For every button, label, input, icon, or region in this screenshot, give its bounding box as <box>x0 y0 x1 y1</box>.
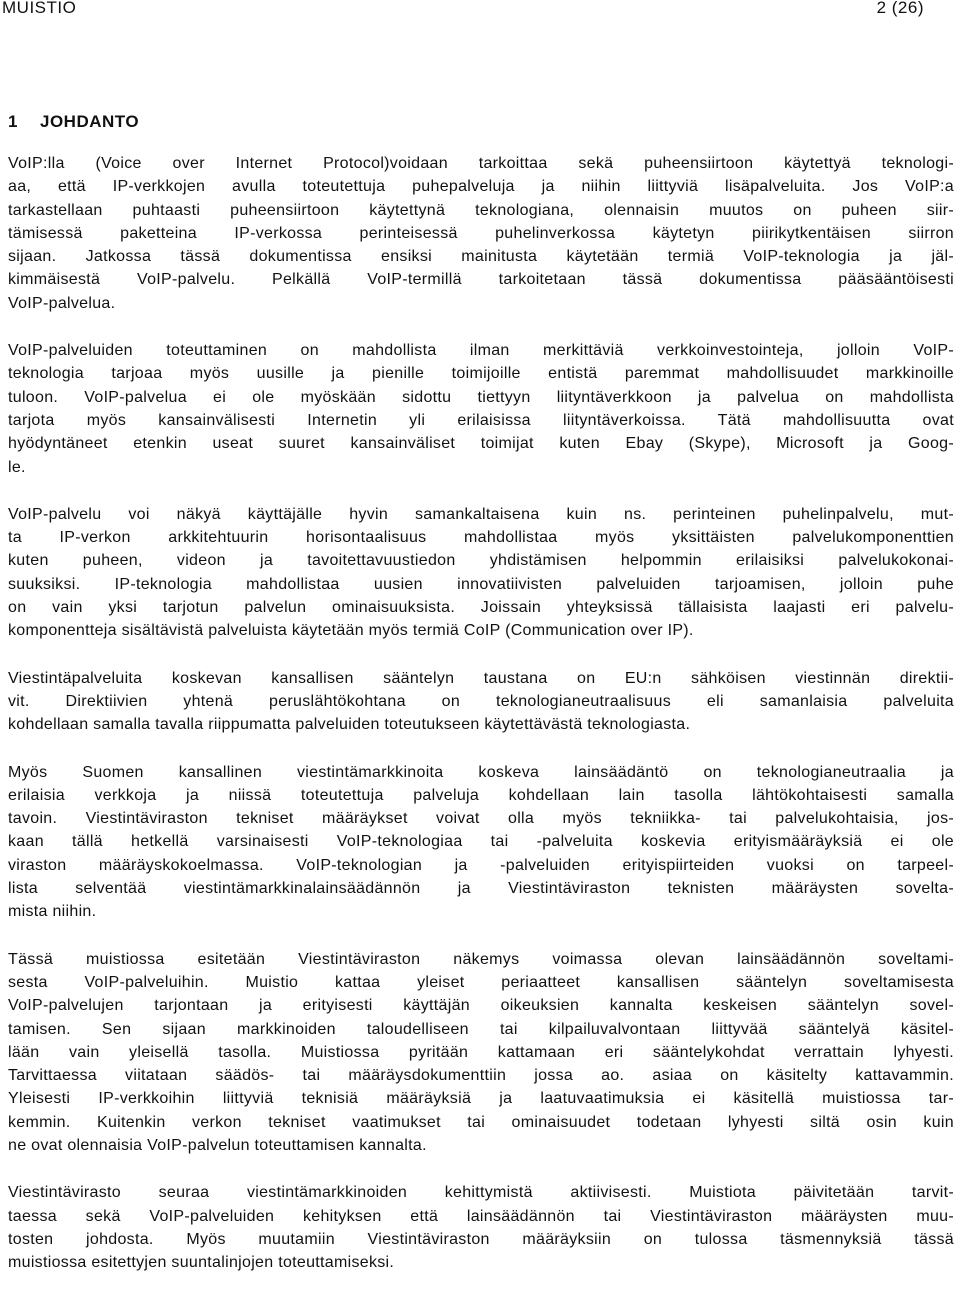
paragraph-line: lään vain yleisellä tasolla. Muistiossa pyritään kattamaan eri sääntelykohdat verrattain lyhyesti. <box>8 1043 954 1061</box>
paragraph-line: Viestintäpalveluita koskevan kansallisen sääntelyn taustana on EU:n sähköisen viestinnän direktii- <box>8 669 954 687</box>
paragraph-line: lista selventää viestintämarkkinalainsäädännön ja Viestintäviraston teknisten määräysten sovelta- <box>8 880 954 898</box>
paragraph-line: sesta VoIP-palveluihin. Muistio kattaa yleiset periaatteet kansallisen sääntelyn soveltamisesta <box>8 973 954 991</box>
paragraph-line: VoIP:lla (Voice over Internet Protocol)voidaan tarkoittaa sekä puheensiirtoon käytettyä teknologi- <box>8 155 954 172</box>
section-title: JOHDANTO <box>40 112 140 131</box>
paragraph-line: kimmäisestä VoIP-palvelu. Pelkällä VoIP-termillä tarkoitetaan tässä dokumentissa pääsääntöisesti <box>8 271 954 289</box>
paragraph-line: kohdellaan samalla tavalla riippumatta palveluiden toteutukseen käytettävästä teknologiasta. <box>8 716 691 734</box>
paragraph <box>8 761 954 924</box>
body-text <box>8 152 954 1298</box>
paragraph-line: sijaan. Jatkossa tässä dokumentissa ensiksi mainitusta käytetään termiä VoIP-teknologia ja jäl- <box>8 248 954 266</box>
paragraph-line: teknologia tarjoaa myös uusille ja pienille toimijoille entistä paremmat mahdollisuudet markkinoille <box>8 365 954 383</box>
paragraph-line: ne ovat olennaisia VoIP-palvelun toteuttamisen kannalta. <box>8 1136 427 1154</box>
paragraph-line: tavoin. Viestintäviraston tekniset määräykset voivat olla myös tekniikka- tai palvelukohtaisia, jos- <box>8 810 954 828</box>
paragraph-line: suuksiksi. IP-teknologia mahdollistaa uusien innovatiivisten palveluiden tarjoamisen, jolloin puhe <box>8 575 954 593</box>
paragraph-line: erilaisia verkkoja ja niissä toteutettuja palveluja kohdellaan lain tasolla lähtökohtaisesti samalla <box>8 786 954 804</box>
paragraph-line: muistiossa esitettyjen suuntalinjojen toteuttamiseksi. <box>8 1254 395 1272</box>
paragraph-line: viraston määräyskokoelmassa. VoIP-teknologian ja -palveluiden erityispiirteiden vuoksi on tarpeel- <box>8 856 954 874</box>
paragraph-line: Yleisesti IP-verkkoihin liittyviä teknisiä määräyksiä ja laatuvaatimuksia ei käsitellä muistiossa tar- <box>8 1090 954 1108</box>
paragraph-line: VoIP-palvelu voi näkyä käyttäjälle hyvin samankaltaisena kuin ns. perinteinen puhelinpalvelu, mut- <box>8 505 954 523</box>
paragraph <box>8 152 954 315</box>
paragraph-line: Viestintävirasto seuraa viestintämarkkinoiden kehittymistä aktiivisesti. Muistiota päivitetään tarvit- <box>8 1184 954 1202</box>
paragraph-line: vit. Direktiivien yhtenä peruslähtökohtana on teknologianeutraalisuus eli samanlaisia palveluita <box>8 692 954 710</box>
paragraph-line: hyödyntäneet etenkin useat suuret kansainväliset toimijat kuten Ebay (Skype), Microsoft ja Goog- <box>8 435 954 453</box>
paragraph <box>8 948 954 1158</box>
paragraph-line: on vain yksi tarjotun palvelun ominaisuuksista. Joissain yhteyksissä tällaisista laajasti eri palvelu- <box>8 599 954 617</box>
paragraph-line: tarjota myös kansainvälisesti Internetin yli erilaisissa liityntäverkoissa. Tätä mahdollisuutta ovat <box>8 411 954 429</box>
paragraph-line: Myös Suomen kansallinen viestintämarkkinoita koskeva lainsäädäntö on teknologianeutraalia ja <box>8 763 954 781</box>
paragraph-line: tämisessä paketteina IP-verkossa perinteisessä puhelinverkossa käytetyn piirikytkentäisen siirron <box>8 224 954 242</box>
paragraph <box>8 339 954 479</box>
page-number: 2 (26) <box>876 0 924 17</box>
paragraph-line: kemmin. Kuitenkin verkon tekniset vaatimukset tai ominaisuudet todetaan lyhyesti siltä osin kuin <box>8 1113 954 1131</box>
section-number: 1 <box>8 112 18 131</box>
paragraph-line: aa, että IP-verkkojen avulla toteutettuja puhepalveluja ja niihin liittyviä lisäpalveluita. Jos VoIP:a <box>8 178 954 196</box>
paragraph-line: tuloon. VoIP-palvelua ei ole myöskään sidottu tiettyyn liityntäverkkoon ja palvelua on mahdollista <box>8 388 954 406</box>
paragraph-line: VoIP-palveluiden toteuttaminen on mahdollista ilman merkittäviä verkkoinvestointeja, jolloin VoIP- <box>8 342 954 360</box>
paragraph <box>8 1181 954 1274</box>
paragraph <box>8 503 954 643</box>
paragraph-line: tamisen. Sen sijaan markkinoiden taloudelliseen tai kilpailuvalvontaan liittyvää sääntelyä käsitel- <box>8 1020 954 1038</box>
paragraph-line: tosten johdosta. Myös muutamiin Viestintäviraston määräyksiin on tulossa täsmennyksiä tässä <box>8 1230 954 1248</box>
paragraph-line: Tarvittaessa viitataan säädös- tai määräysdokumenttiin jossa ao. asiaa on käsitelty kattavammin. <box>8 1067 954 1085</box>
section-heading <box>8 112 139 132</box>
paragraph-line: tarkastellaan puhtaasti puheensiirtoon käytettynä teknologiana, olennaisin muutos on puheen siir- <box>8 201 954 219</box>
paragraph-line: kuten puheen, videon ja tavoitettavuustiedon yhdistämisen helpommin erilaisiksi palvelukokonai- <box>8 552 954 570</box>
paragraph-line: Tässä muistiossa esitetään Viestintäviraston näkemys voimassa olevan lainsäädännön soveltami- <box>8 950 954 968</box>
document-type-label: MUISTIO <box>2 0 77 17</box>
paragraph-line: taessa sekä VoIP-palveluiden kehityksen että lainsäädännön tai Viestintäviraston määräysten muu- <box>8 1207 954 1225</box>
paragraph-line: VoIP-palvelujen tarjontaan ja erityisesti käyttäjän oikeuksien kannalta keskeisen sääntelyn sovel- <box>8 997 954 1015</box>
paragraph-line: le. <box>8 458 26 476</box>
page-header <box>0 0 960 22</box>
paragraph-line: mista niihin. <box>8 903 97 921</box>
paragraph-line: kaan tällä hetkellä varsinaisesti VoIP-teknologiaa tai -palveluita koskevia erityismääräyksiä ei ole <box>8 833 954 851</box>
paragraph-line: VoIP-palvelua. <box>8 294 116 312</box>
paragraph-line: ta IP-verkon arkkitehtuurin horisontaalisuus mahdollistaa myös yksittäisten palvelukomponenttien <box>8 529 954 547</box>
paragraph-line: komponentteja sisältävistä palveluista käytetään myös termiä CoIP (Communication over IP). <box>8 622 694 640</box>
paragraph <box>8 667 954 737</box>
